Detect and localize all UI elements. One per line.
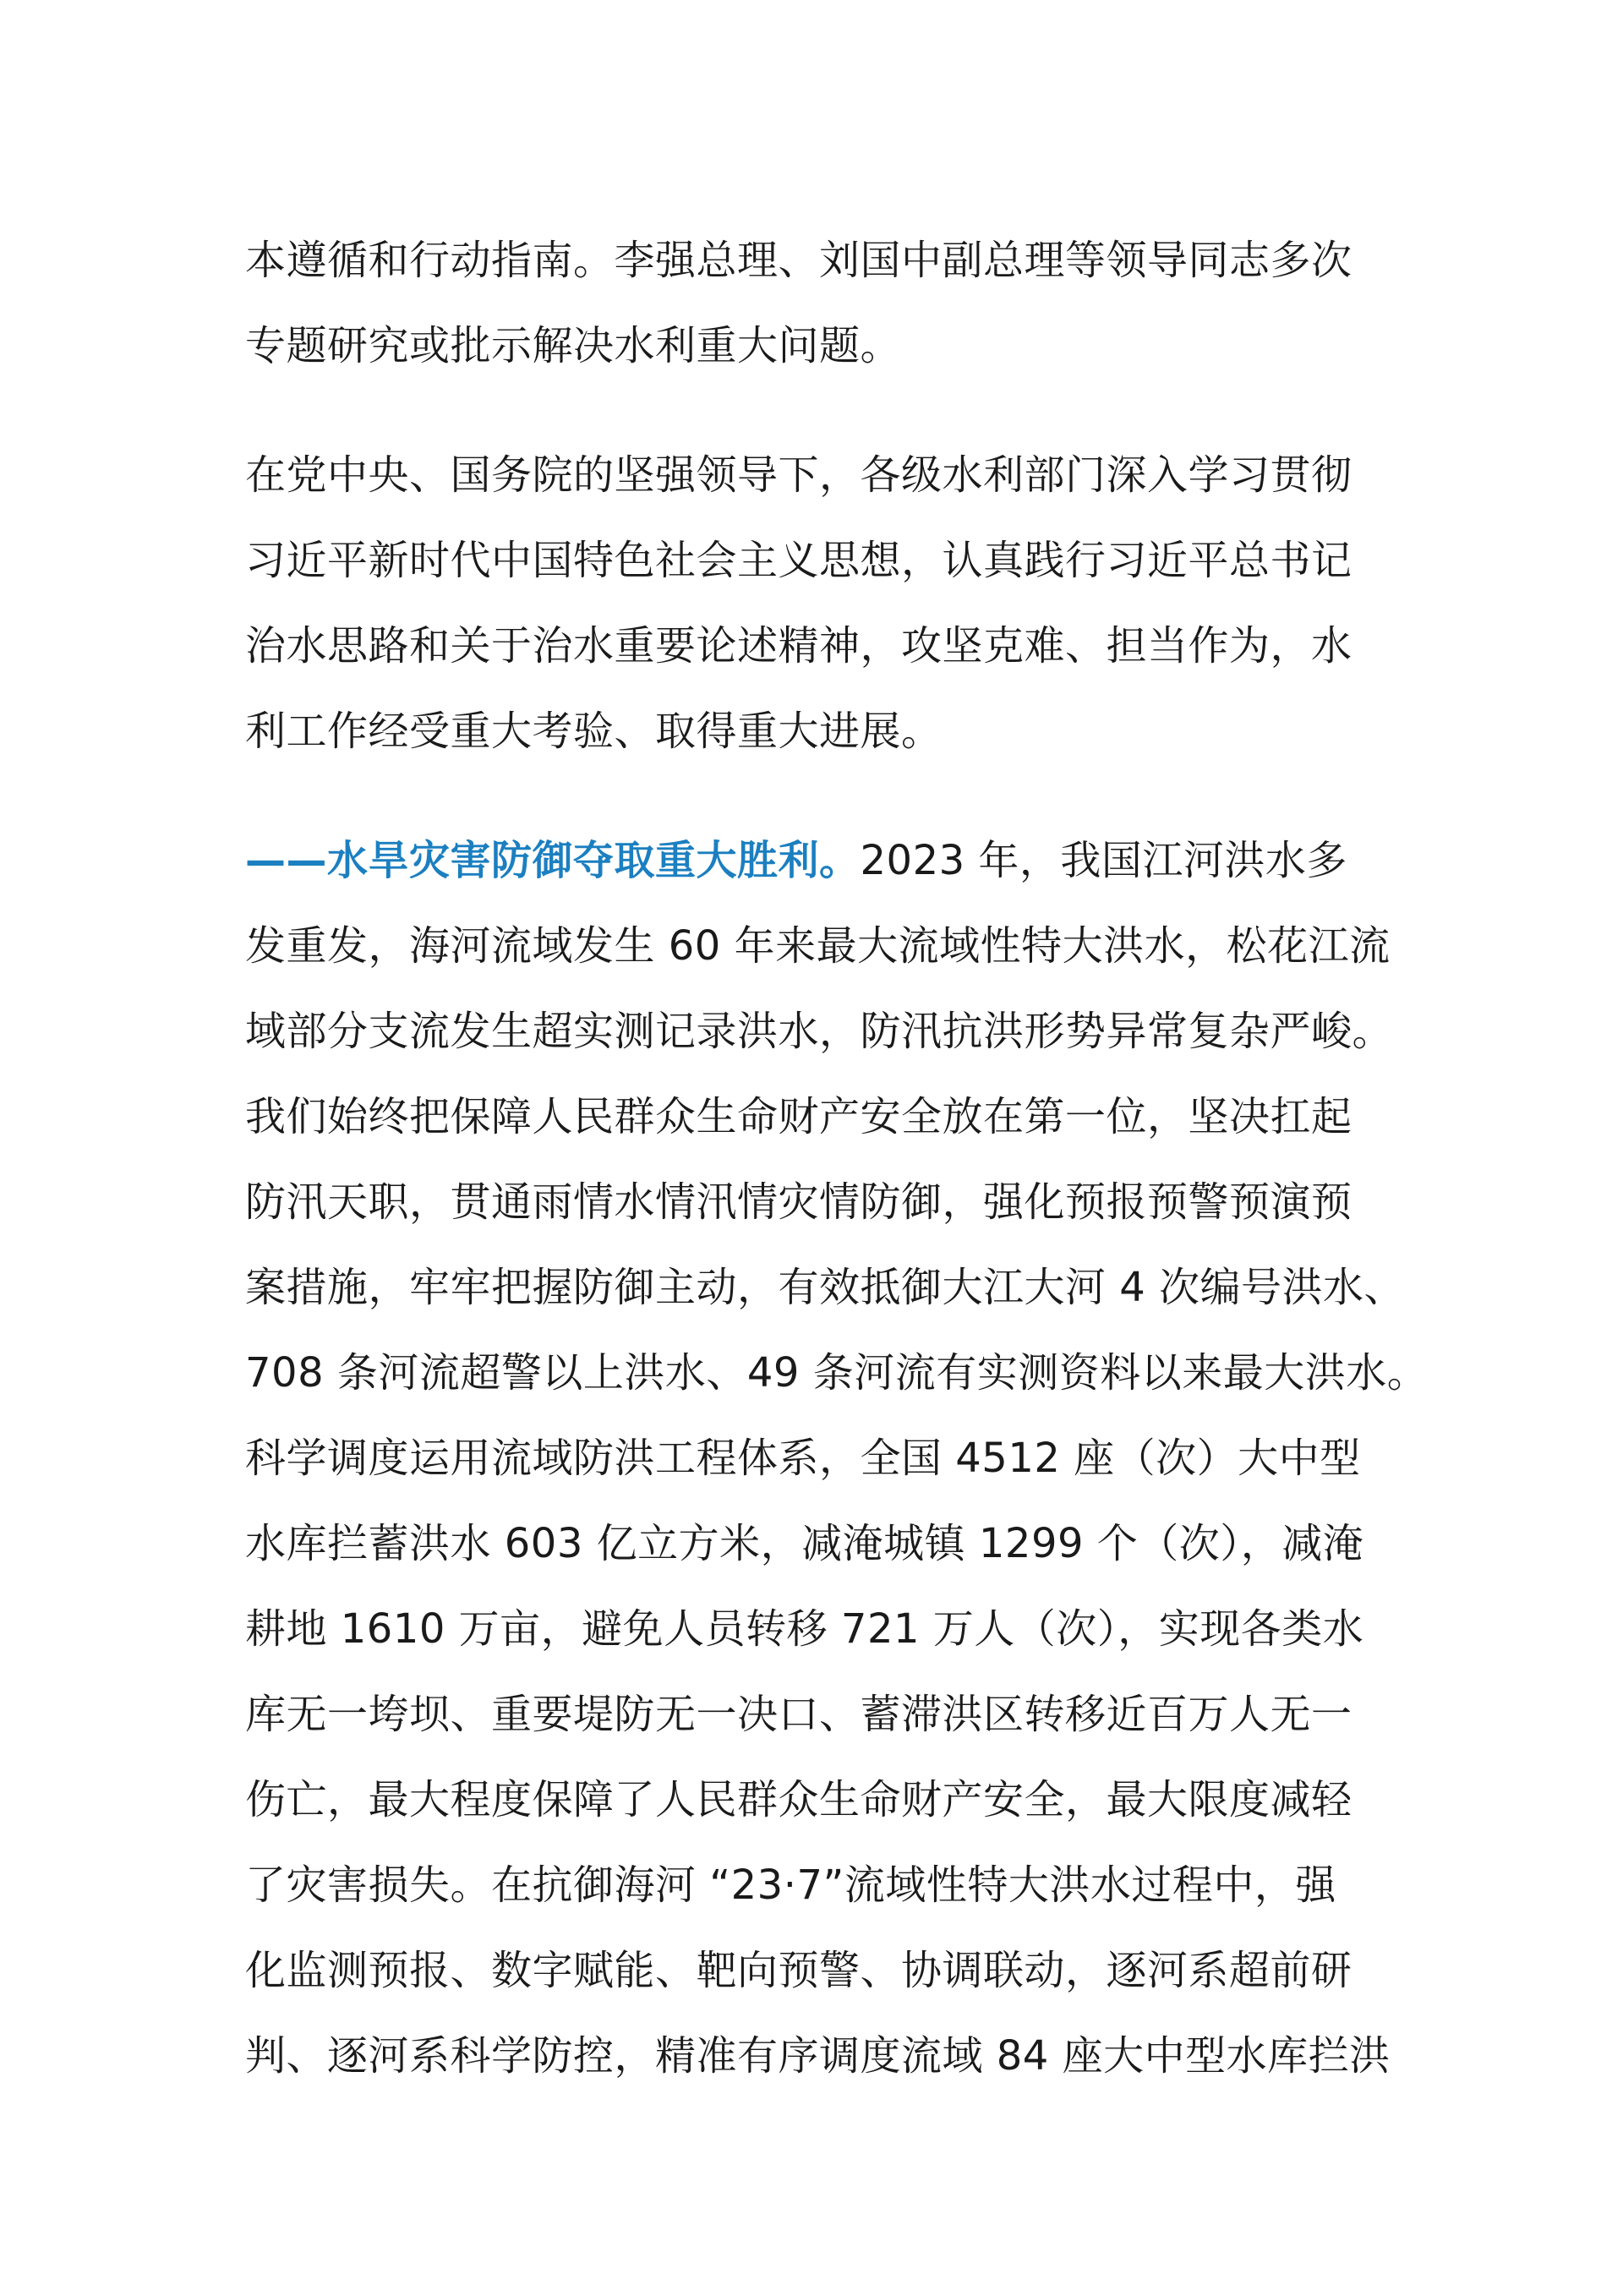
text-line: 治水思路和关于治水重要论述精神，攻坚克难、担当作为，水 xyxy=(245,622,1352,670)
text-line: 防汛天职，贯通雨情水情汛情灾情防御，强化预报预警预演预 xyxy=(245,1178,1352,1226)
text-line: 专题研究或批示解决水利重大问题。 xyxy=(245,322,902,369)
paragraph-1 xyxy=(245,218,1412,389)
text-line: 案措施，牢牢把握防御主动，有效抵御大江大河 4 次编号洪水、 xyxy=(245,1264,1406,1311)
text-line: 域部分支流发生超实测记录洪水，防汛抗洪形势异常复杂严峻。 xyxy=(245,1008,1394,1055)
document-body xyxy=(245,218,1429,2099)
section-heading: ——水旱灾害防御夺取重大胜利。 xyxy=(245,837,861,884)
text-line: 发重发，海河流域发生 60 年来最大流域性特大洪水，松花江流 xyxy=(245,922,1391,970)
paragraph-2 xyxy=(245,433,1412,774)
text-line: 本遵循和行动指南。李强总理、刘国中副总理等领导同志多次 xyxy=(245,237,1352,284)
text-line: 判、逐河系科学防控，精准有序调度流域 84 座大中型水库拦洪 xyxy=(245,2032,1391,2080)
heading-line-rest: 2023 年，我国江河洪水多 xyxy=(860,837,1347,884)
text-line: 库无一垮坝、重要堤防无一决口、蓄滞洪区转移近百万人无一 xyxy=(245,1691,1352,1738)
text-line xyxy=(245,818,1412,904)
paragraph-3 xyxy=(245,818,1429,2099)
text-line: 在党中央、国务院的坚强领导下，各级水利部门深入学习贯彻 xyxy=(245,451,1352,499)
text-line: 利工作经受重大考验、取得重大进展。 xyxy=(245,708,943,755)
text-line: 化监测预报、数字赋能、靶向预警、协调联动，逐河系超前研 xyxy=(245,1947,1352,1994)
text-line: 水库拦蓄洪水 603 亿立方米，减淹城镇 1299 个（次），减淹 xyxy=(245,1520,1364,1567)
text-line: 708 条河流超警以上洪水、49 条河流有实测资料以来最大洪水。 xyxy=(245,1349,1429,1397)
text-line: 伤亡，最大程度保障了人民群众生命财产安全，最大限度减轻 xyxy=(245,1776,1352,1823)
text-line: 耕地 1610 万亩，避免人员转移 721 万人（次），实现各类水 xyxy=(245,1605,1364,1653)
text-line: 习近平新时代中国特色社会主义思想，认真践行习近平总书记 xyxy=(245,537,1352,584)
text-line: 我们始终把保障人民群众生命财产安全放在第一位，坚决扛起 xyxy=(245,1093,1352,1140)
text-line: 了灾害损失。在抗御海河 “23·7”流域性特大洪水过程中，强 xyxy=(245,1861,1336,1909)
text-line: 科学调度运用流域防洪工程体系，全国 4512 座（次）大中型 xyxy=(245,1435,1361,1482)
